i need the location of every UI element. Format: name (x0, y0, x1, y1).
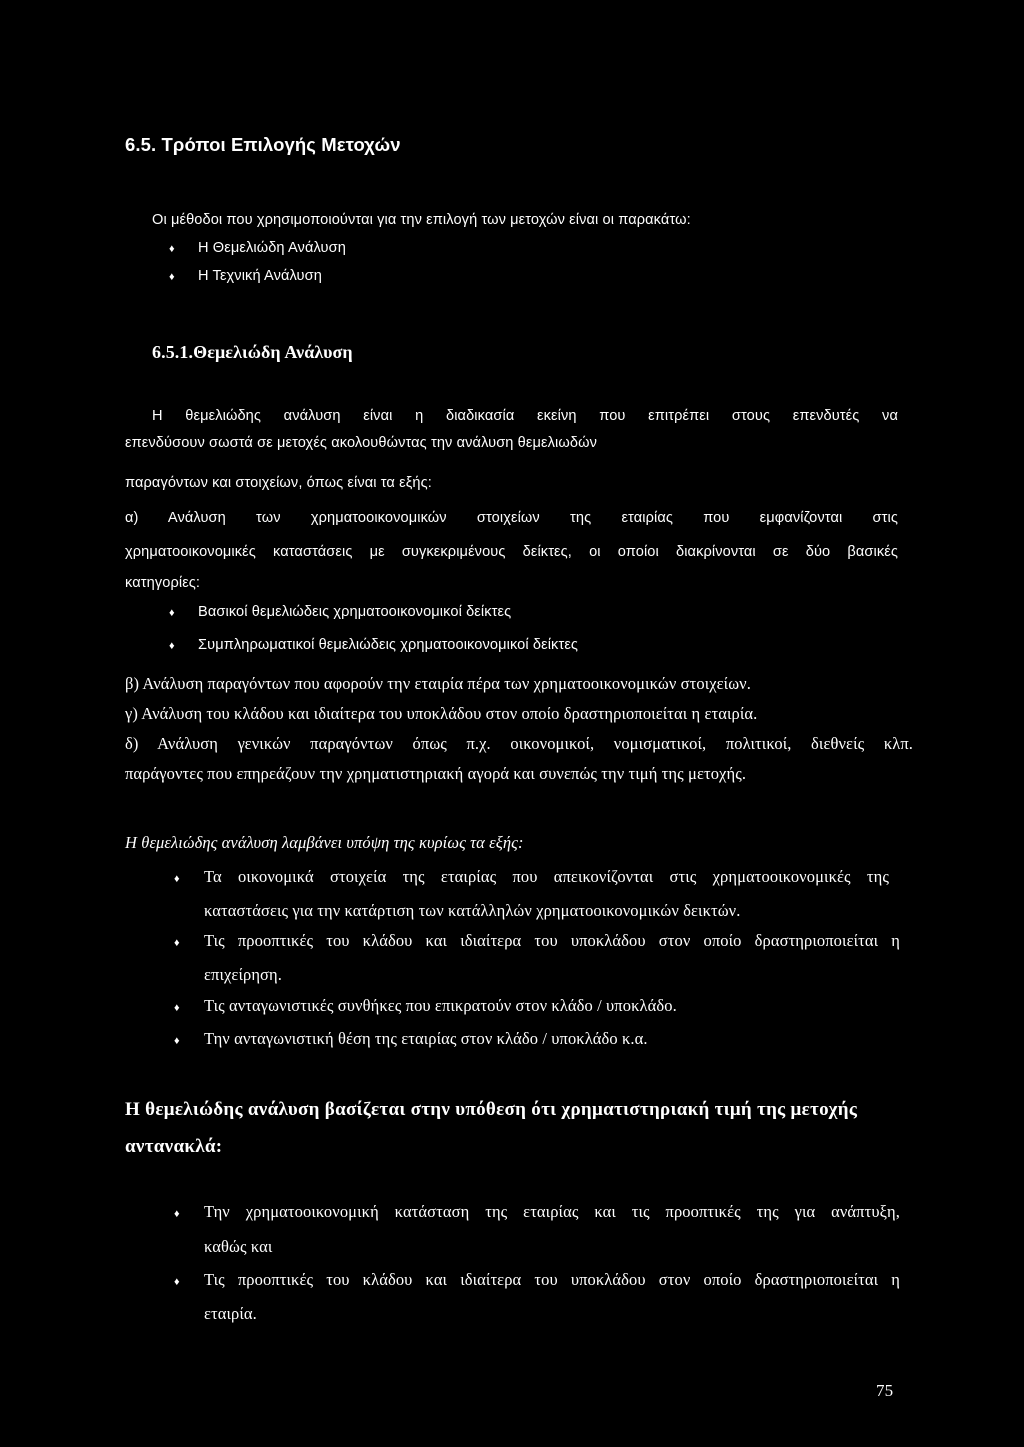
paragraph-line: παράγοντες που επηρεάζουν την χρηματιστηριακή αγορά και συνεπώς την τιμή της μετοχής. (125, 764, 747, 783)
bullet-icon: ♦ (174, 1002, 180, 1014)
considers-heading: Η θεμελιώδης ανάλυση λαμβάνει υπόψη της κυρίως τα εξής: (125, 833, 524, 852)
bullet-icon: ♦ (174, 937, 180, 949)
bullet-icon: ♦ (174, 1276, 180, 1288)
paragraph-line: παραγόντων και στοιχείων, όπως είναι τα εξής: (125, 475, 432, 491)
list-item: Συμπληρωματικοί θεμελιώδεις χρηματοοικονομικοί δείκτες (198, 637, 579, 653)
list-item: Βασικοί θεμελιώδεις χρηματοοικονομικοί δείκτες (198, 604, 512, 620)
basis-heading: αντανακλά: (125, 1136, 223, 1157)
paragraph-line: α) Ανάλυση των χρηματοοικονομικών στοιχείων της εταιρίας που εμφανίζονται στις (125, 510, 898, 526)
bullet-icon: ♦ (169, 243, 175, 255)
intro-text: Οι μέθοδοι που χρησιμοποιούνται για την επιλογή των μετοχών είναι οι παρακάτω: (152, 212, 691, 228)
list-item: Την χρηματοοικονομική κατάσταση της εταιρίας και τις προοπτικές της για ανάπτυξη, (204, 1202, 900, 1221)
list-item: εταιρία. (204, 1304, 257, 1323)
paragraph-line: β) Ανάλυση παραγόντων που αφορούν την εταιρία πέρα των χρηματοοικονομικών στοιχείων. (125, 674, 751, 693)
paragraph-line: γ) Ανάλυση του κλάδου και ιδιαίτερα του υποκλάδου στον οποίο δραστηριοποιείται η εταιρία. (125, 704, 758, 723)
bullet-icon: ♦ (169, 271, 175, 283)
paragraph-line: επενδύσουν σωστά σε μετοχές ακολουθώντας την ανάλυση θεμελιωδών (125, 435, 597, 451)
list-item: καθώς και (204, 1237, 273, 1256)
bullet-icon: ♦ (174, 873, 180, 885)
method-item: Η Τεχνική Ανάλυση (198, 268, 322, 284)
basis-heading: Η θεμελιώδης ανάλυση βασίζεται στην υπόθεση ότι χρηματιστηριακή τιμή της μετοχής (125, 1099, 858, 1120)
bullet-icon: ♦ (169, 607, 175, 619)
list-item: Τις προοπτικές του κλάδου και ιδιαίτερα του υποκλάδου στον οποίο δραστηριοποιείται η (204, 931, 900, 950)
subsection-heading: 6.5.1.Θεμελιώδη Ανάλυση (152, 342, 353, 362)
paragraph-line: χρηματοοικονομικές καταστάσεις με συγκεκριμένους δείκτες, οι οποίοι διακρίνονται σε δύο βασικές (125, 544, 898, 560)
page-number: 75 (876, 1381, 894, 1400)
section-heading: 6.5. Τρόποι Επιλογής Μετοχών (125, 134, 401, 155)
paragraph-line: Η θεμελιώδης ανάλυση είναι η διαδικασία εκείνη που επιτρέπει στους επενδυτές να (152, 408, 898, 424)
list-item: Την ανταγωνιστική θέση της εταιρίας στον κλάδο / υποκλάδο κ.α. (204, 1029, 648, 1048)
list-item: καταστάσεις για την κατάρτιση των κατάλληλών χρηματοοικονομικών δεικτών. (204, 901, 741, 920)
bullet-icon: ♦ (174, 1208, 180, 1220)
paragraph-line: δ) Ανάλυση γενικών παραγόντων όπως π.χ. οικονομικοί, νομισματικοί, πολιτικοί, διεθνείς κλπ. (125, 734, 913, 753)
list-item: Τα οικονομικά στοιχεία της εταιρίας που απεικονίζονται στις χρηματοοικονομικές της (204, 867, 889, 886)
method-item: Η Θεμελιώδη Ανάλυση (198, 240, 346, 256)
bullet-icon: ♦ (174, 1035, 180, 1047)
list-item: Τις προοπτικές του κλάδου και ιδιαίτερα του υποκλάδου στον οποίο δραστηριοποιείται η (204, 1270, 900, 1289)
list-item: επιχείρηση. (204, 965, 283, 984)
paragraph-line: κατηγορίες: (125, 575, 201, 591)
list-item: Τις ανταγωνιστικές συνθήκες που επικρατούν στον κλάδο / υποκλάδο. (204, 996, 677, 1015)
bullet-icon: ♦ (169, 640, 175, 652)
